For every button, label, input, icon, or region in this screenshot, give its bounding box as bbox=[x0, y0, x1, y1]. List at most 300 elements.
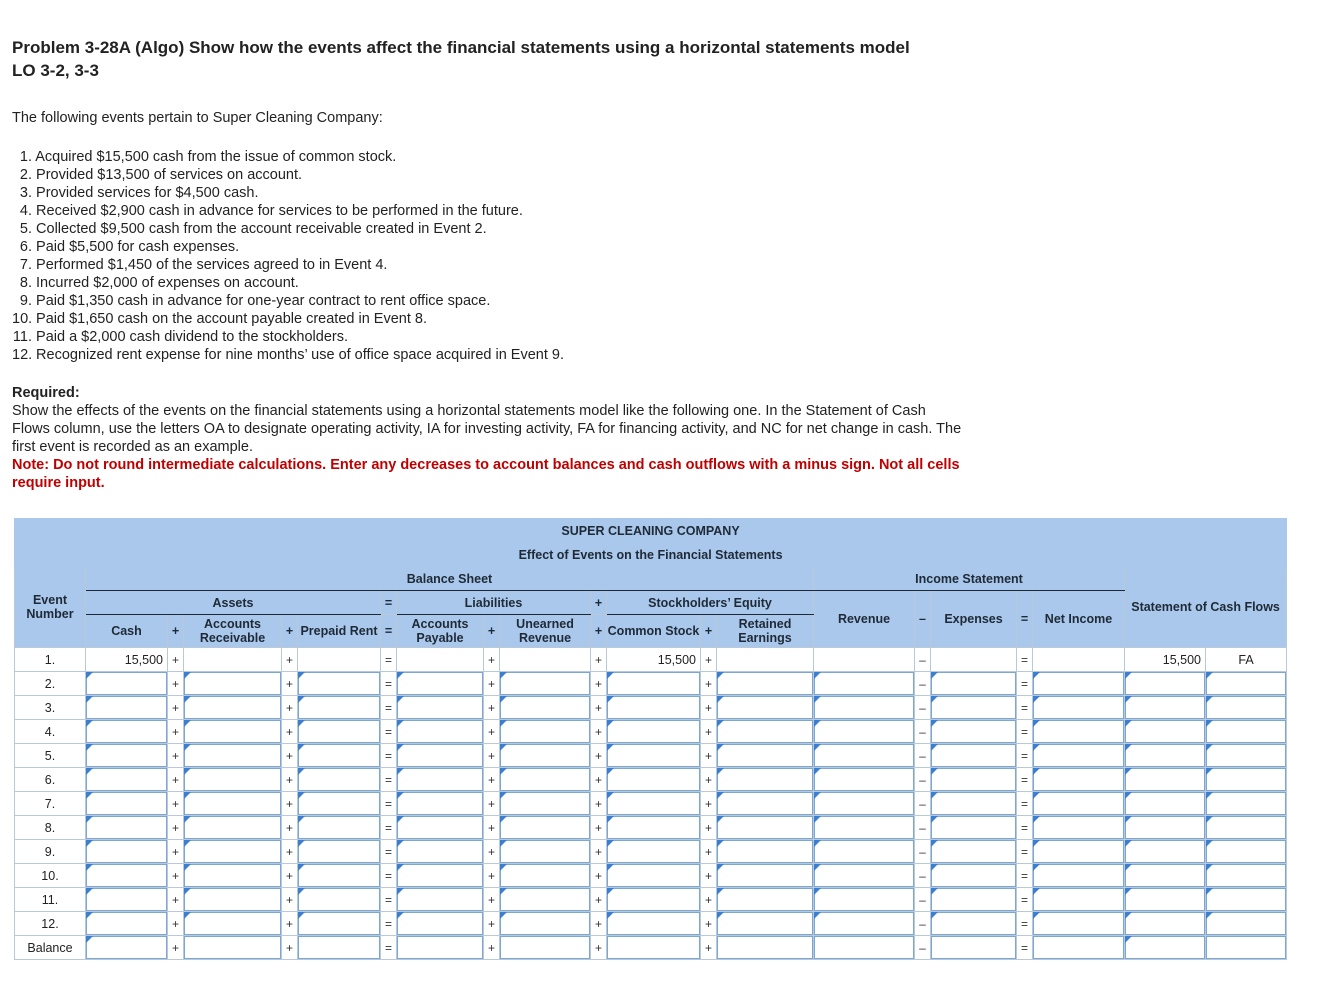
cash-input[interactable] bbox=[86, 912, 167, 935]
expenses-input[interactable] bbox=[931, 816, 1016, 839]
cash-flow-amount-input-cell bbox=[1125, 912, 1206, 936]
net-income-input-cell bbox=[1033, 768, 1125, 792]
accounts-receivable-input-cell bbox=[184, 864, 282, 888]
unearned-revenue-input[interactable] bbox=[500, 888, 590, 911]
revenue-input[interactable] bbox=[814, 936, 914, 959]
unearned-revenue-input-cell bbox=[500, 816, 591, 840]
dropdown-flag-icon bbox=[931, 912, 938, 919]
table-row bbox=[15, 912, 1287, 936]
cash-flow-type-input-cell bbox=[1206, 840, 1287, 864]
net-income-input[interactable] bbox=[1033, 768, 1124, 791]
dropdown-flag-icon bbox=[397, 792, 404, 799]
accounts-receivable-input[interactable] bbox=[184, 696, 281, 719]
dropdown-flag-icon bbox=[298, 912, 305, 919]
cash-flow-amount-input[interactable] bbox=[1125, 720, 1205, 743]
dropdown-flag-icon bbox=[1206, 696, 1213, 703]
accounts-receivable-input[interactable] bbox=[184, 744, 281, 767]
event-item-number: 12. bbox=[12, 347, 33, 363]
unearned-revenue-input[interactable] bbox=[500, 768, 590, 791]
expenses-input[interactable] bbox=[931, 864, 1016, 887]
equals-sign: = bbox=[1017, 672, 1033, 696]
accounts-payable-input-cell bbox=[397, 816, 484, 840]
cash-input[interactable] bbox=[86, 720, 167, 743]
plus-sign: + bbox=[168, 744, 184, 768]
common-stock-input[interactable] bbox=[607, 888, 700, 911]
common-stock-input-cell bbox=[607, 672, 701, 696]
common-stock-input-cell bbox=[607, 912, 701, 936]
accounts-receivable-input[interactable] bbox=[184, 720, 281, 743]
cash-flow-type-input[interactable] bbox=[1206, 696, 1286, 719]
equals-sign: = bbox=[381, 864, 397, 888]
common-stock-input[interactable] bbox=[607, 768, 700, 791]
common-stock-input-cell bbox=[607, 720, 701, 744]
equals-sign: = bbox=[1017, 591, 1033, 648]
net-income-input[interactable] bbox=[1033, 696, 1124, 719]
unearned-revenue-input-cell bbox=[500, 696, 591, 720]
expenses-input[interactable] bbox=[931, 888, 1016, 911]
cash-flow-amount-input[interactable] bbox=[1125, 816, 1205, 839]
unearned-revenue-input-cell bbox=[500, 744, 591, 768]
revenue-input[interactable] bbox=[814, 912, 914, 935]
accounts-payable-input-cell bbox=[397, 768, 484, 792]
cash-flow-type-input[interactable] bbox=[1206, 888, 1286, 911]
net-income-input[interactable] bbox=[1033, 840, 1124, 863]
minus-sign: – bbox=[915, 591, 931, 648]
event-item-text: Performed $1,450 of the services agreed to in Event 4. bbox=[36, 257, 388, 273]
dropdown-flag-icon bbox=[814, 816, 821, 823]
dropdown-flag-icon bbox=[607, 720, 614, 727]
accounts-payable-input-cell bbox=[397, 720, 484, 744]
table-row bbox=[15, 936, 1287, 960]
expenses-input-cell bbox=[931, 816, 1017, 840]
table-row bbox=[15, 672, 1287, 696]
dropdown-flag-icon bbox=[500, 816, 507, 823]
accounts-receivable-input[interactable] bbox=[184, 792, 281, 815]
event-item-text: Collected $9,500 cash from the account receivable created in Event 2. bbox=[36, 221, 487, 237]
common-stock-input[interactable] bbox=[607, 696, 700, 719]
accounts-receivable-input[interactable] bbox=[184, 768, 281, 791]
accounts-payable-input[interactable] bbox=[397, 672, 483, 695]
unearned-revenue-input[interactable] bbox=[500, 792, 590, 815]
revenue-input-cell bbox=[814, 864, 915, 888]
event-item bbox=[12, 220, 564, 238]
cash-flow-amount-input[interactable] bbox=[1125, 696, 1205, 719]
plus-sign: + bbox=[282, 720, 298, 744]
dropdown-flag-icon bbox=[1125, 768, 1132, 775]
dropdown-flag-icon bbox=[717, 768, 724, 775]
dropdown-flag-icon bbox=[1125, 864, 1132, 871]
dropdown-flag-icon bbox=[814, 792, 821, 799]
table-row bbox=[15, 792, 1287, 816]
plus-sign: + bbox=[168, 672, 184, 696]
common-stock-input[interactable] bbox=[607, 744, 700, 767]
dropdown-flag-icon bbox=[1033, 864, 1040, 871]
dropdown-flag-icon bbox=[607, 840, 614, 847]
equals-sign: = bbox=[1017, 648, 1033, 672]
dropdown-flag-icon bbox=[1206, 912, 1213, 919]
expenses-input[interactable] bbox=[931, 912, 1016, 935]
unearned-revenue-input-cell bbox=[500, 936, 591, 960]
table-row bbox=[15, 888, 1287, 912]
event-item bbox=[12, 328, 564, 346]
event-item-text: Paid $1,650 cash on the account payable created in Event 8. bbox=[36, 311, 428, 327]
cash-flow-amount-input-cell bbox=[1125, 696, 1206, 720]
retained-earnings-input[interactable] bbox=[717, 840, 813, 863]
net-income-input-cell bbox=[1033, 792, 1125, 816]
event-item bbox=[12, 292, 564, 310]
equals-sign: = bbox=[1017, 816, 1033, 840]
revenue-input[interactable] bbox=[814, 792, 914, 815]
expenses-input[interactable] bbox=[931, 768, 1016, 791]
revenue-input[interactable] bbox=[814, 744, 914, 767]
retained-earnings-input[interactable] bbox=[717, 792, 813, 815]
unearned-revenue-input[interactable] bbox=[500, 696, 590, 719]
retained-earnings-input[interactable] bbox=[717, 816, 813, 839]
revenue-input[interactable] bbox=[814, 864, 914, 887]
unearned-revenue-input-cell bbox=[500, 672, 591, 696]
cash-input-cell bbox=[86, 840, 168, 864]
dropdown-flag-icon bbox=[1206, 792, 1213, 799]
common-stock-input[interactable] bbox=[607, 864, 700, 887]
event-item-text: Received $2,900 cash in advance for services to be performed in the future. bbox=[36, 203, 523, 219]
accounts-payable-input-cell bbox=[397, 744, 484, 768]
cash-input-cell bbox=[86, 912, 168, 936]
cash-input[interactable] bbox=[86, 696, 167, 719]
retained-earnings-input[interactable] bbox=[717, 864, 813, 887]
retained-earnings-value bbox=[717, 648, 814, 672]
accounts-receivable-input-cell bbox=[184, 888, 282, 912]
accounts-receivable-input-cell bbox=[184, 696, 282, 720]
cash-flow-type-input-cell bbox=[1206, 864, 1287, 888]
cash-flow-type-input[interactable] bbox=[1206, 672, 1286, 695]
dropdown-flag-icon bbox=[717, 816, 724, 823]
assets-header: Assets bbox=[86, 591, 381, 615]
event-item-number: 5. bbox=[19, 221, 32, 237]
net-income-input[interactable] bbox=[1033, 792, 1124, 815]
plus-sign: + bbox=[484, 912, 500, 936]
cash-input[interactable] bbox=[86, 672, 167, 695]
revenue-input[interactable] bbox=[814, 720, 914, 743]
cash-flow-type-input[interactable] bbox=[1206, 768, 1286, 791]
cash-flow-amount-input[interactable] bbox=[1125, 936, 1205, 959]
revenue-header: Revenue bbox=[814, 591, 915, 648]
plus-sign: + bbox=[168, 615, 184, 648]
event-item-number: 4. bbox=[19, 203, 32, 219]
cash-flow-type-input[interactable] bbox=[1206, 936, 1286, 959]
prepaid-rent-input-cell bbox=[298, 888, 381, 912]
plus-sign: + bbox=[282, 792, 298, 816]
dropdown-flag-icon bbox=[1033, 696, 1040, 703]
accounts-receivable-input[interactable] bbox=[184, 816, 281, 839]
common-stock-input[interactable] bbox=[607, 840, 700, 863]
expenses-input[interactable] bbox=[931, 720, 1016, 743]
dropdown-flag-icon bbox=[397, 720, 404, 727]
accounts-payable-input[interactable] bbox=[397, 912, 483, 935]
plus-sign: + bbox=[282, 768, 298, 792]
dropdown-flag-icon bbox=[814, 768, 821, 775]
cash-input[interactable] bbox=[86, 744, 167, 767]
event-item bbox=[12, 346, 564, 364]
accounts-receivable-input[interactable] bbox=[184, 936, 281, 959]
problem-title: Problem 3-28A (Algo) Show how the events affect the financial statements using a horizontal statements model LO 3-2, 3-3 bbox=[12, 38, 910, 80]
accounts-payable-input[interactable] bbox=[397, 864, 483, 887]
cash-flow-amount-input[interactable] bbox=[1125, 888, 1205, 911]
prepaid-rent-input[interactable] bbox=[298, 672, 380, 695]
net-income-input[interactable] bbox=[1033, 888, 1124, 911]
retained-earnings-input[interactable] bbox=[717, 720, 813, 743]
event-item bbox=[12, 184, 564, 202]
dropdown-flag-icon bbox=[607, 672, 614, 679]
expenses-input[interactable] bbox=[931, 696, 1016, 719]
dropdown-flag-icon bbox=[1125, 792, 1132, 799]
expenses-input[interactable] bbox=[931, 840, 1016, 863]
accounts-payable-input[interactable] bbox=[397, 696, 483, 719]
cash-flow-type-input[interactable] bbox=[1206, 720, 1286, 743]
dropdown-flag-icon bbox=[1206, 840, 1213, 847]
dropdown-flag-icon bbox=[500, 840, 507, 847]
equals-sign: = bbox=[381, 648, 397, 672]
event-item-text: Paid a $2,000 cash dividend to the stockholders. bbox=[36, 329, 348, 345]
common-stock-input[interactable] bbox=[607, 720, 700, 743]
dropdown-flag-icon bbox=[500, 888, 507, 895]
unearned-revenue-input[interactable] bbox=[500, 912, 590, 935]
dropdown-flag-icon bbox=[607, 912, 614, 919]
prepaid-rent-input[interactable] bbox=[298, 696, 380, 719]
dropdown-flag-icon bbox=[1033, 888, 1040, 895]
equals-sign: = bbox=[381, 936, 397, 960]
equals-sign: = bbox=[1017, 696, 1033, 720]
expenses-input-cell bbox=[931, 864, 1017, 888]
retained-earnings-input[interactable] bbox=[717, 912, 813, 935]
prepaid-rent-input[interactable] bbox=[298, 816, 380, 839]
revenue-input[interactable] bbox=[814, 696, 914, 719]
dropdown-flag-icon bbox=[607, 888, 614, 895]
retained-earnings-input[interactable] bbox=[717, 696, 813, 719]
plus-sign: + bbox=[484, 768, 500, 792]
unearned-revenue-input[interactable] bbox=[500, 864, 590, 887]
prepaid-rent-input[interactable] bbox=[298, 912, 380, 935]
prepaid-rent-input[interactable] bbox=[298, 840, 380, 863]
accounts-payable-input[interactable] bbox=[397, 768, 483, 791]
retained-earnings-input[interactable] bbox=[717, 744, 813, 767]
accounts-receivable-input[interactable] bbox=[184, 672, 281, 695]
event-item bbox=[12, 238, 564, 256]
accounts-receivable-input[interactable] bbox=[184, 888, 281, 911]
event-item-number: 1. bbox=[19, 149, 32, 165]
revenue-input[interactable] bbox=[814, 768, 914, 791]
accounts-receivable-input[interactable] bbox=[184, 864, 281, 887]
prepaid-rent-input[interactable] bbox=[298, 768, 380, 791]
accounts-payable-input[interactable] bbox=[397, 840, 483, 863]
plus-sign: + bbox=[591, 720, 607, 744]
cash-flow-type-input-cell bbox=[1206, 768, 1287, 792]
net-income-input[interactable] bbox=[1033, 672, 1124, 695]
expenses-input[interactable] bbox=[931, 744, 1016, 767]
unearned-revenue-input[interactable] bbox=[500, 840, 590, 863]
accounts-payable-input[interactable] bbox=[397, 888, 483, 911]
cash-input[interactable] bbox=[86, 768, 167, 791]
revenue-input[interactable] bbox=[814, 672, 914, 695]
cash-input[interactable] bbox=[86, 888, 167, 911]
net-income-header: Net Income bbox=[1033, 591, 1125, 648]
dropdown-flag-icon bbox=[298, 696, 305, 703]
cash-flow-type-input[interactable] bbox=[1206, 912, 1286, 935]
net-income-input-cell bbox=[1033, 864, 1125, 888]
prepaid-rent-input-cell bbox=[298, 744, 381, 768]
plus-sign: + bbox=[701, 912, 717, 936]
prepaid-rent-input[interactable] bbox=[298, 792, 380, 815]
dropdown-flag-icon bbox=[1125, 720, 1132, 727]
dropdown-flag-icon bbox=[397, 912, 404, 919]
common-stock-input-cell bbox=[607, 696, 701, 720]
event-number: 5. bbox=[15, 744, 86, 768]
cash-flow-amount-input[interactable] bbox=[1125, 672, 1205, 695]
plus-sign: + bbox=[484, 864, 500, 888]
cash-input[interactable] bbox=[86, 864, 167, 887]
net-income-input[interactable] bbox=[1033, 744, 1124, 767]
dropdown-flag-icon bbox=[1125, 840, 1132, 847]
plus-sign: + bbox=[282, 840, 298, 864]
common-stock-input[interactable] bbox=[607, 792, 700, 815]
cash-flow-amount-input[interactable] bbox=[1125, 768, 1205, 791]
cash-input[interactable] bbox=[86, 792, 167, 815]
net-income-input[interactable] bbox=[1033, 912, 1124, 935]
dropdown-flag-icon bbox=[717, 792, 724, 799]
common-stock-input[interactable] bbox=[607, 936, 700, 959]
net-income-input[interactable] bbox=[1033, 864, 1124, 887]
revenue-input-cell bbox=[814, 696, 915, 720]
retained-earnings-input[interactable] bbox=[717, 936, 813, 959]
accounts-payable-input[interactable] bbox=[397, 816, 483, 839]
cash-input-cell bbox=[86, 936, 168, 960]
dropdown-flag-icon bbox=[397, 864, 404, 871]
cash-flow-amount-input[interactable] bbox=[1125, 792, 1205, 815]
cash-input[interactable] bbox=[86, 816, 167, 839]
retained-earnings-input[interactable] bbox=[717, 888, 813, 911]
common-stock-input[interactable] bbox=[607, 672, 700, 695]
dropdown-flag-icon bbox=[397, 744, 404, 751]
expenses-input[interactable] bbox=[931, 792, 1016, 815]
expenses-input[interactable] bbox=[931, 936, 1016, 959]
cash-flow-type-input[interactable] bbox=[1206, 816, 1286, 839]
accounts-payable-input[interactable] bbox=[397, 744, 483, 767]
equals-sign: = bbox=[381, 672, 397, 696]
unearned-revenue-input[interactable] bbox=[500, 936, 590, 959]
unearned-revenue-input[interactable] bbox=[500, 816, 590, 839]
accounts-receivable-input-cell bbox=[184, 840, 282, 864]
dropdown-flag-icon bbox=[298, 768, 305, 775]
event-number: 12. bbox=[15, 912, 86, 936]
cash-flow-type-input[interactable] bbox=[1206, 840, 1286, 863]
plus-sign: + bbox=[484, 744, 500, 768]
dropdown-flag-icon bbox=[1125, 744, 1132, 751]
retained-earnings-input[interactable] bbox=[717, 672, 813, 695]
dropdown-flag-icon bbox=[86, 912, 93, 919]
retained-earnings-input[interactable] bbox=[717, 768, 813, 791]
accounts-receivable-input-cell bbox=[184, 768, 282, 792]
cash-flow-type-input[interactable] bbox=[1206, 792, 1286, 815]
plus-sign: + bbox=[591, 615, 607, 648]
accounts-receivable-input-cell bbox=[184, 792, 282, 816]
cash-input-cell bbox=[86, 888, 168, 912]
event-number: 1. bbox=[15, 648, 86, 672]
expenses-input[interactable] bbox=[931, 672, 1016, 695]
retained-earnings-input-cell bbox=[717, 864, 814, 888]
minus-sign: – bbox=[915, 696, 931, 720]
plus-sign: + bbox=[591, 648, 607, 672]
accounts-payable-input-cell bbox=[397, 792, 484, 816]
unearned-revenue-header: Unearned Revenue bbox=[500, 615, 591, 648]
revenue-input[interactable] bbox=[814, 840, 914, 863]
accounts-payable-input[interactable] bbox=[397, 720, 483, 743]
revenue-input-cell bbox=[814, 888, 915, 912]
cash-flows-header: Statement of Cash Flows bbox=[1125, 567, 1287, 648]
event-number: Balance bbox=[15, 936, 86, 960]
table-row bbox=[15, 744, 1287, 768]
unearned-revenue-input-cell bbox=[500, 840, 591, 864]
accounts-payable-input-cell bbox=[397, 936, 484, 960]
cash-flow-amount-input[interactable] bbox=[1125, 912, 1205, 935]
dropdown-flag-icon bbox=[717, 888, 724, 895]
event-item-number: 7. bbox=[19, 257, 32, 273]
dropdown-flag-icon bbox=[1206, 888, 1213, 895]
cash-input-cell bbox=[86, 744, 168, 768]
net-income-input[interactable] bbox=[1033, 816, 1124, 839]
cash-flow-type-input[interactable] bbox=[1206, 864, 1286, 887]
revenue-input[interactable] bbox=[814, 816, 914, 839]
event-item bbox=[12, 166, 564, 184]
prepaid-rent-input[interactable] bbox=[298, 864, 380, 887]
net-income-input-cell bbox=[1033, 744, 1125, 768]
unearned-revenue-input[interactable] bbox=[500, 672, 590, 695]
table-subtitle: Effect of Events on the Financial Statements bbox=[15, 543, 1287, 567]
cash-flow-amount-input[interactable] bbox=[1125, 840, 1205, 863]
unearned-revenue-input-cell bbox=[500, 864, 591, 888]
unearned-revenue-input[interactable] bbox=[500, 720, 590, 743]
accounts-payable-input[interactable] bbox=[397, 792, 483, 815]
event-item-number: 11. bbox=[12, 329, 32, 345]
cash-flow-amount-input[interactable] bbox=[1125, 864, 1205, 887]
common-stock-input[interactable] bbox=[607, 912, 700, 935]
event-item bbox=[12, 274, 564, 292]
dropdown-flag-icon bbox=[814, 864, 821, 871]
accounts-payable-header: Accounts Payable bbox=[397, 615, 484, 648]
dropdown-flag-icon bbox=[717, 744, 724, 751]
company-name: SUPER CLEANING COMPANY bbox=[15, 519, 1287, 543]
prepaid-rent-input[interactable] bbox=[298, 744, 380, 767]
common-stock-input[interactable] bbox=[607, 816, 700, 839]
cash-flow-type-input[interactable] bbox=[1206, 744, 1286, 767]
prepaid-rent-input[interactable] bbox=[298, 888, 380, 911]
equals-sign: = bbox=[381, 615, 397, 648]
prepaid-rent-input[interactable] bbox=[298, 720, 380, 743]
plus-sign: + bbox=[591, 696, 607, 720]
unearned-revenue-input[interactable] bbox=[500, 744, 590, 767]
cash-input[interactable] bbox=[86, 936, 167, 959]
net-income-input[interactable] bbox=[1033, 936, 1124, 959]
cash-flow-amount-input[interactable] bbox=[1125, 744, 1205, 767]
dropdown-flag-icon bbox=[500, 672, 507, 679]
minus-sign: – bbox=[915, 792, 931, 816]
accounts-receivable-input[interactable] bbox=[184, 912, 281, 935]
net-income-input[interactable] bbox=[1033, 720, 1124, 743]
accounts-payable-input[interactable] bbox=[397, 936, 483, 959]
cash-input[interactable] bbox=[86, 840, 167, 863]
dropdown-flag-icon bbox=[931, 888, 938, 895]
prepaid-rent-input[interactable] bbox=[298, 936, 380, 959]
accounts-receivable-input[interactable] bbox=[184, 840, 281, 863]
revenue-input[interactable] bbox=[814, 888, 914, 911]
